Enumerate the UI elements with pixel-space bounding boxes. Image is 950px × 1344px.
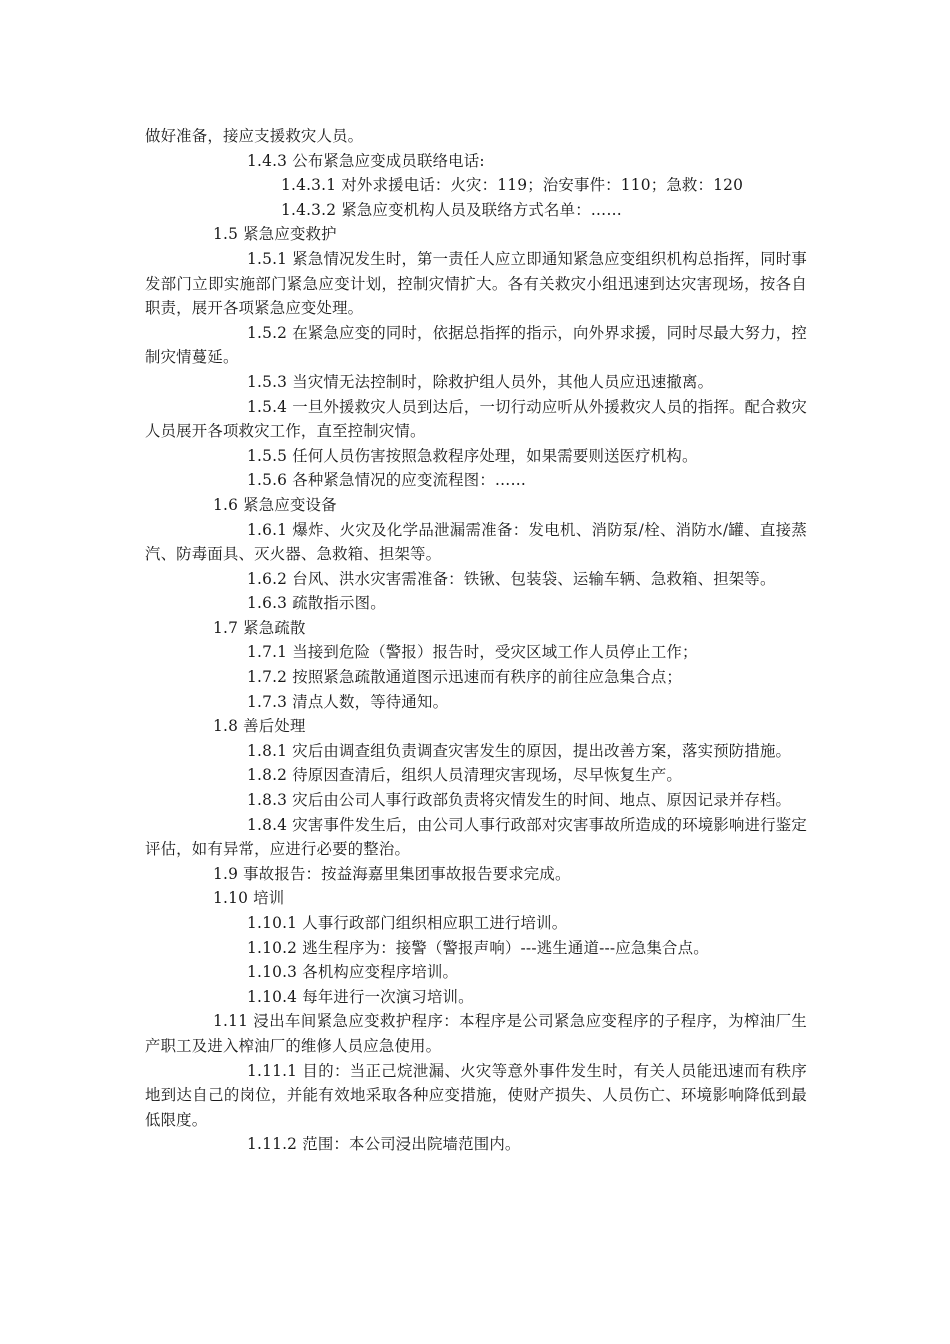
text-line: 1.5.3 当灾情无法控制时，除救护组人员外，其他人员应迅速撤离。 xyxy=(247,372,714,391)
paragraph: 1.8.1 灾后由调查组负责调查灾害发生的原因，提出改善方案，落实预防措施。 xyxy=(247,741,792,760)
section-heading: 1.9 事故报告：按益海嘉里集团事故报告要求完成。 xyxy=(213,864,571,883)
text-line: 1.7.1 当接到危险（警报）报告时，受灾区域工作人员停止工作； xyxy=(247,643,698,662)
text-line: 1.4.3.1 对外求援电话：火灾：119；治安事件：110；急救：120 xyxy=(281,176,744,195)
section-heading: 1.10 培训 xyxy=(213,889,285,908)
text-line: 1.10.2 逃生程序为：接警（警报声响）---逃生通道---应急集合点。 xyxy=(247,938,709,957)
text-line: 1.7.2 按照紧急疏散通道图示迅速而有秩序的前往应急集合点； xyxy=(247,668,683,687)
text-line: 1.11.2 范围：本公司浸出院墙范围内。 xyxy=(247,1135,521,1154)
paragraph: 1.11 浸出车间紧急应变救护程序：本程序是公司紧急应变程序的子程序，为榨油厂生产职工及进入榨油厂的维修人员应急使用。 xyxy=(145,1012,807,1055)
text-line: 1.10.1 人事行政部门组织相应职工进行培训。 xyxy=(247,914,568,932)
text-line: 1.10.4 每年进行一次演习培训。 xyxy=(247,987,474,1006)
paragraph: 1.11.1 目的：当正己烷泄漏、火灾等意外事件发生时，有关人员能迅速而有秩序地到达自己的岗位，并能有效地采取各种应变措施，使财产损失、人员伤亡、环境影响降低到最低限度。 xyxy=(145,1061,807,1129)
paragraph: 1.5.4 一旦外援救灾人员到达后，一切行动应听从外援救灾人员的指挥。配合救灾人员展开各项救灾工作，直至控制灾情。 xyxy=(145,397,807,441)
paragraph: 1.5.1 紧急情况发生时，第一责任人应立即通知紧急应变组织机构总指挥，同时事发部门立即实施部门紧急应变计划，控制灾情扩大。各有关救灾小组迅速到达灾害现场，按各自职责，展开各项紧急应变处理。 xyxy=(145,249,807,318)
paragraph: 1.8.3 灾后由公司人事行政部负责将灾情发生的时间、地点、原因记录并存档。 xyxy=(247,791,792,810)
section-heading: 1.7 紧急疏散 xyxy=(213,618,306,637)
paragraph: 1.5.2 在紧急应变的同时，依据总指挥的指示，向外界求援，同时尽最大努力，控制灾情蔓延。 xyxy=(145,323,807,367)
section-heading: 1.5 紧急应变救护 xyxy=(213,225,337,244)
document-body xyxy=(145,124,807,1157)
section-heading: 1.4.3 公布紧急应变成员联络电话: xyxy=(247,151,485,170)
text-line: 1.4.3.2 紧急应变机构人员及联络方式名单：…… xyxy=(281,200,622,219)
paragraph: 1.8.4 灾害事件发生后，由公司人事行政部对灾害事故所造成的环境影响进行鉴定评估，如有异常，应进行必要的整治。 xyxy=(145,815,807,859)
text-line: 1.5.5 任何人员伤害按照急救程序处理，如果需要则送医疗机构。 xyxy=(247,446,698,465)
text-line: 1.6.3 疏散指示图。 xyxy=(247,594,386,613)
section-heading: 1.6 紧急应变设备 xyxy=(213,495,337,514)
text-line: 1.10.3 各机构应变程序培训。 xyxy=(247,963,459,982)
text-line: 1.8.2 待原因查清后，组织人员清理灾害现场，尽早恢复生产。 xyxy=(247,766,683,785)
text-line: 1.6.2 台风、洪水灾害需准备：铁锹、包装袋、运输车辆、急救箱、担架等。 xyxy=(247,569,776,588)
paragraph: 1.6.1 爆炸、火灾及化学品泄漏需准备：发电机、消防泵/栓、消防水/罐、直接蒸汽、防毒面具、灭火器、急救箱、担架等。 xyxy=(145,520,807,564)
text-line: 1.7.3 清点人数，等待通知。 xyxy=(247,692,449,711)
section-heading: 1.8 善后处理 xyxy=(213,717,306,736)
text-line: 1.5.6 各种紧急情况的应变流程图：…… xyxy=(247,471,527,490)
text-line: 做好准备，接应支援救灾人员。 xyxy=(145,127,364,145)
